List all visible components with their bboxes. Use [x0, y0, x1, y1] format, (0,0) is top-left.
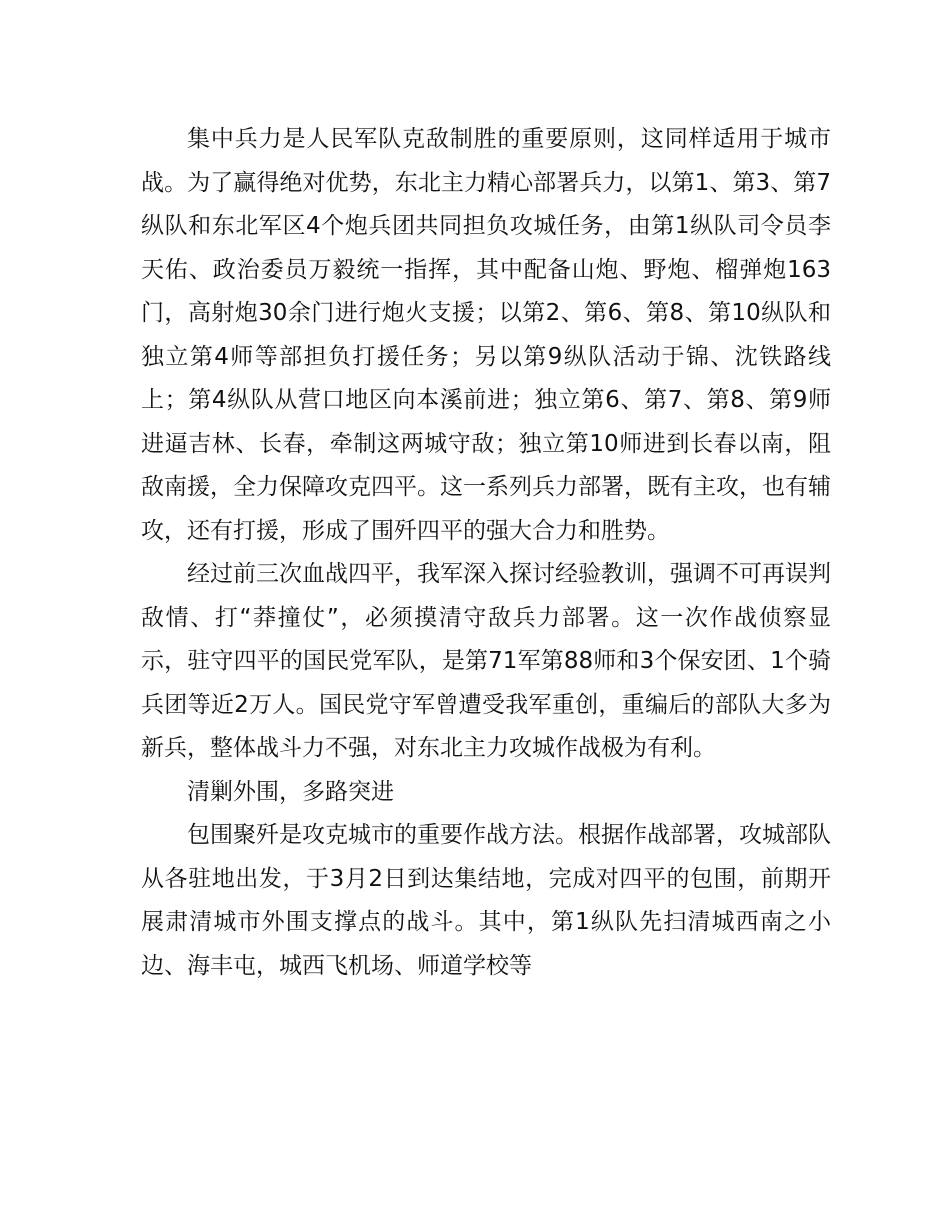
document-body	[141, 118, 831, 988]
paragraph-force-concentration: 集中兵力是人民军队克敌制胜的重要原则，这同样适用于城市战。为了赢得绝对优势，东北主力精心部署兵力，以第1、第3、第7纵队和东北军区4个炮兵团共同担负攻城任务，由第1纵队司令员李天佑、政治委员万毅统一指挥，其中配备山炮、野炮、榴弹炮163门，高射炮30余门进行炮火支援；以第2、第6、第8、第10纵队和独立第4师等部担负打援任务；另以第9纵队活动于锦、沈铁路线上；第4纵队从营口地区向本溪前进；独立第6、第7、第8、第9师进逼吉林、长春，牵制这两城守敌；独立第10师进到长春以南，阻敌南援，全力保障攻克四平。这一系列兵力部署，既有主攻，也有辅攻，还有打援，形成了围歼四平的强大合力和胜势。	[141, 126, 831, 544]
paragraph-enemy-intelligence: 经过前三次血战四平，我军深入探讨经验教训，强调不可再误判敌情、打“莽撞仗”，必须摸清守敌兵力部署。这一次作战侦察显示，驻守四平的国民党军队，是第71军第88师和3个保安团、1个骑兵团等近2万人。国民党守军曾遭受我军重创，重编后的部队大多为新兵，整体战斗力不强，对东北主力攻城作战极为有利。	[141, 561, 831, 761]
paragraph-encirclement: 包围聚歼是攻克城市的重要作战方法。根据作战部署，攻城部队从各驻地出发，于3月2日到达集结地，完成对四平的包围，前期开展肃清城市外围支撑点的战斗。其中，第1纵队先扫清城西南之小边、海丰屯，城西飞机场、师道学校等	[141, 822, 831, 979]
section-subheading: 清剿外围，多路突进	[187, 778, 394, 805]
